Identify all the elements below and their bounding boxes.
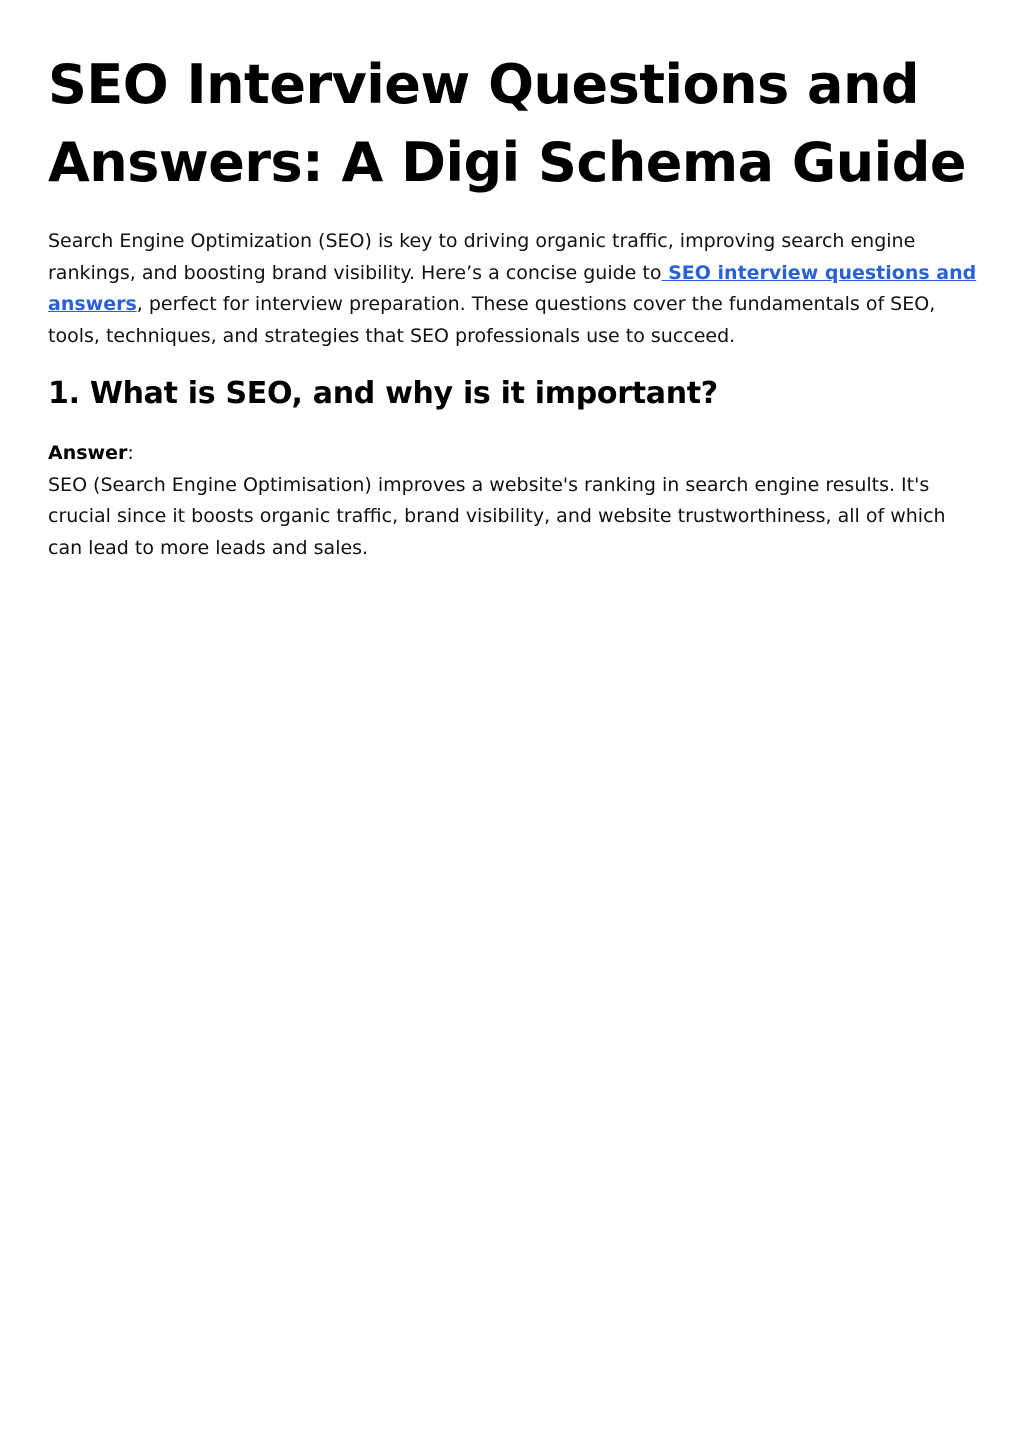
answer-block	[48, 438, 978, 564]
page-title: SEO Interview Questions and Answers: A Digi Schema Guide	[48, 53, 966, 194]
answer-colon: :	[127, 442, 134, 464]
seo-interview-questions-link[interactable]: SEO interview questions and answers	[48, 261, 977, 315]
intro-paragraph	[48, 226, 978, 352]
intro-text-after-link: , perfect for interview preparation. These questions cover the fundamentals of SEO, tools, techniques, and strategies that SEO professionals use to succeed.	[48, 293, 936, 347]
answer-text: SEO (Search Engine Optimisation) improves a website's ranking in search engine results. It's crucial since it boosts organic traffic, brand visibility, and website trustworthiness, all of which can lead to more leads and sales.	[48, 473, 946, 559]
section-heading: 1. What is SEO, and why is it important?	[48, 376, 718, 411]
intro-text-before-link: Search Engine Optimization (SEO) is key to driving organic traffic, improving search engine rankings, and boosting brand visibility. Here’s a concise guide to	[48, 230, 916, 284]
document-page	[48, 46, 978, 564]
answer-label: Answer	[48, 442, 128, 464]
